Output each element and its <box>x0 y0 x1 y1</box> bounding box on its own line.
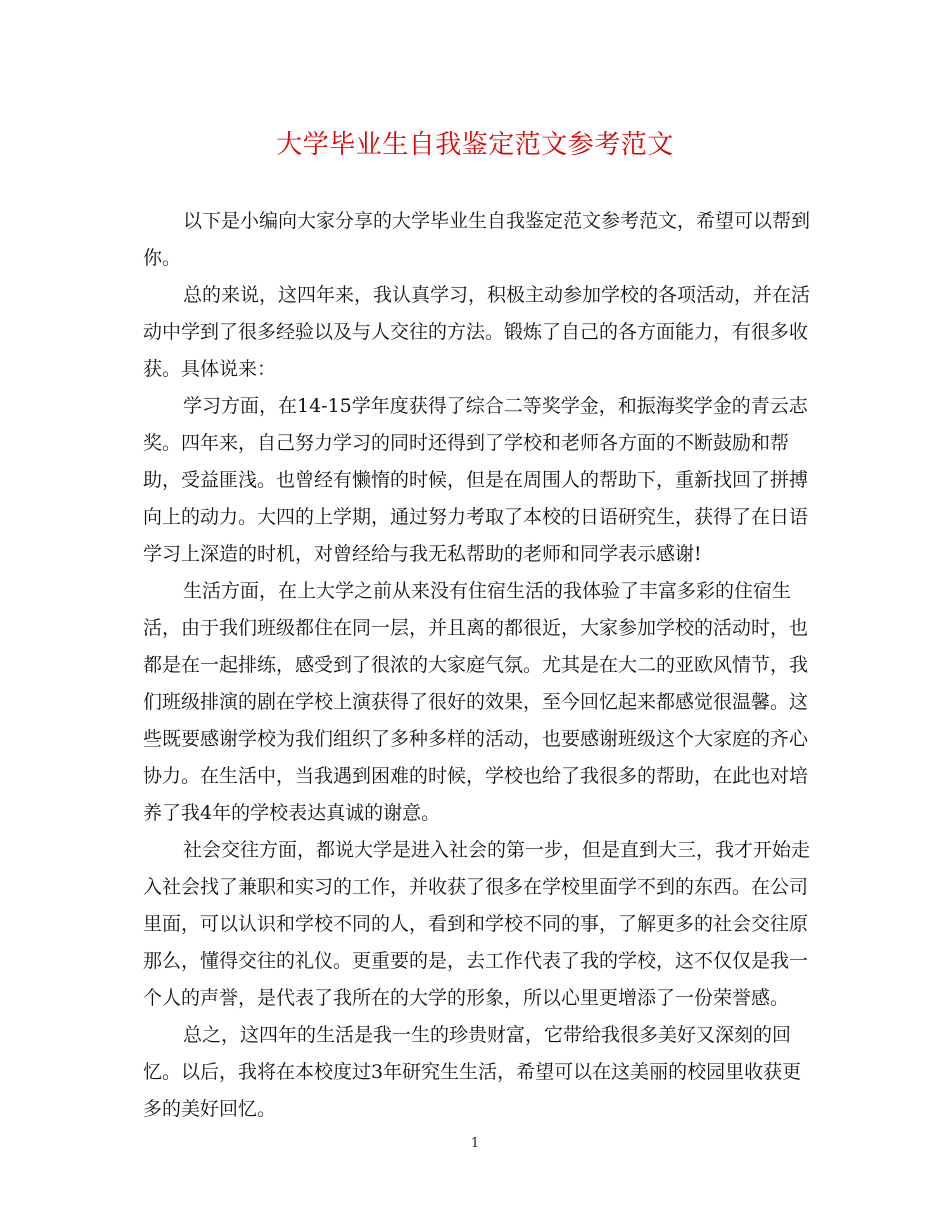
text-line: 入社会找了兼职和实习的工作，并收获了很多在学校里面学不到的东西。在公司 <box>143 876 809 898</box>
text-line: 总之，这四年的生活是我一生的珍贵财富，它带给我很多美好又深刻的回 <box>183 1024 792 1046</box>
page-number: 1 <box>470 1136 480 1151</box>
text-line: 都是在一起排练，感受到了很浓的大家庭气氛。尤其是在大二的亚欧风情节，我 <box>143 654 809 676</box>
text-line: 总的来说，这四年来，我认真学习，积极主动参加学校的各项活动，并在活 <box>183 284 811 306</box>
text-line: 以下是小编向大家分享的大学毕业生自我鉴定范文参考范文，希望可以帮到 <box>183 210 811 232</box>
text-line: 那么，懂得交往的礼仪。更重要的是，去工作代表了我的学校，这不仅仅是我一 <box>143 950 809 972</box>
paragraph-intro <box>143 203 811 277</box>
text-line: 活，由于我们班级都住在同一层，并且离的都很近，大家参加学校的活动时，也 <box>143 617 809 639</box>
text-line: 社会交往方面，都说大学是进入社会的第一步，但是直到大三，我才开始走 <box>183 839 811 861</box>
text-line: 忆。以后，我将在本校度过3年研究生生活，希望可以在这美丽的校园里收获更 <box>143 1061 802 1083</box>
text-line: 个人的声誉，是代表了我所在的大学的形象，所以心里更增添了一份荣誉感。 <box>143 987 790 1009</box>
paragraph-social <box>143 832 811 1017</box>
text-line: 奖。四年来，自己努力学习的同时还得到了学校和老师各方面的不断鼓励和帮 <box>143 432 790 454</box>
text-line: 养了我4年的学校表达真诚的谢意。 <box>143 802 441 824</box>
text-line: 动中学到了很多经验以及与人交往的方法。锻炼了自己的各方面能力，有很多收 <box>143 321 809 343</box>
document-body <box>143 203 811 1128</box>
text-line: 获。具体说来： <box>143 358 277 380</box>
text-line: 多的美好回忆。 <box>143 1098 277 1120</box>
paragraph-conclusion <box>143 1017 811 1128</box>
text-line: 协力。在生活中，当我遇到困难的时候，学校也给了我很多的帮助，在此也对培 <box>143 765 809 787</box>
text-line: 助，受益匪浅。也曾经有懒惰的时候，但是在周围人的帮助下，重新找回了拼搏 <box>143 469 809 491</box>
text-line: 学习方面，在14-15学年度获得了综合二等奖学金，和振海奖学金的青云志 <box>183 395 808 417</box>
text-line: 学习上深造的时机，对曾经给与我无私帮助的老师和同学表示感谢! <box>143 543 702 565</box>
text-line: 向上的动力。大四的上学期，通过努力考取了本校的日语研究生，获得了在日语 <box>143 506 809 528</box>
text-line: 你。 <box>143 247 182 269</box>
text-line: 里面，可以认识和学校不同的人，看到和学校不同的事，了解更多的社会交往原 <box>143 913 809 935</box>
text-line: 生活方面，在上大学之前从来没有住宿生活的我体验了丰富多彩的住宿生 <box>183 580 792 602</box>
paragraph-study <box>143 388 811 573</box>
text-line: 们班级排演的剧在学校上演获得了很好的效果，至今回忆起来都感觉很温馨。这 <box>143 691 809 713</box>
paragraph-summary <box>143 277 811 388</box>
paragraph-life <box>143 573 811 832</box>
text-line: 些既要感谢学校为我们组织了多种多样的活动，也要感谢班级这个大家庭的齐心 <box>143 728 809 750</box>
document-title: 大学毕业生自我鉴定范文参考范文 <box>276 130 674 160</box>
